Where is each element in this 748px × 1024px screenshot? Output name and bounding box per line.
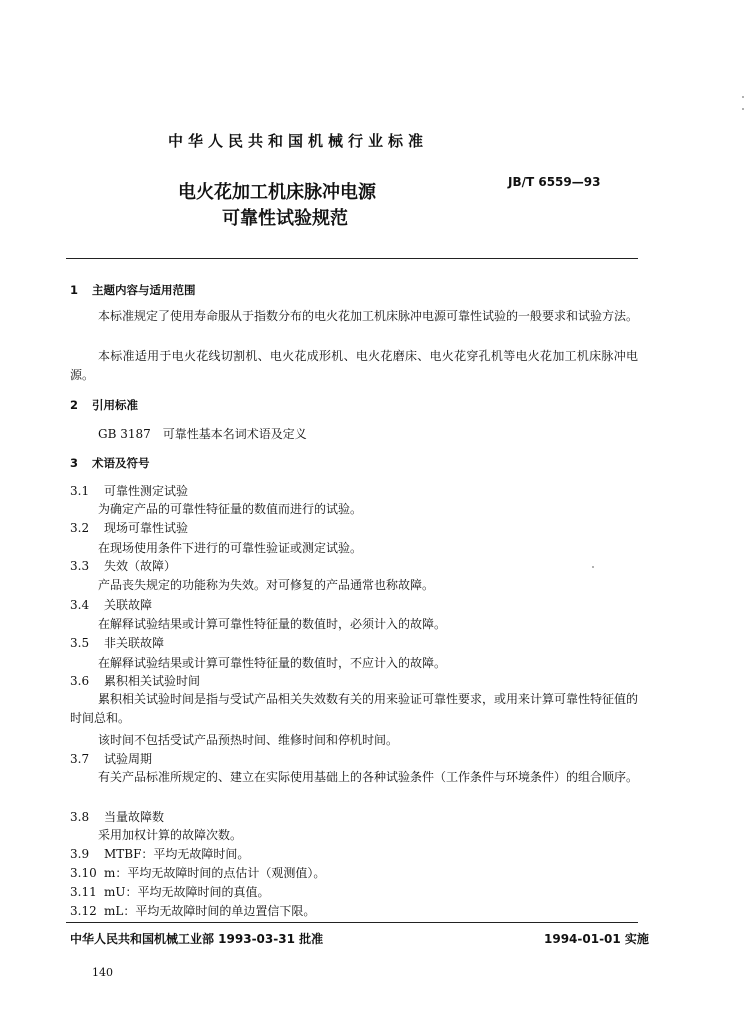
term-number: 3.12 — [70, 904, 97, 918]
term-number: 3.1 — [70, 484, 90, 498]
term-definition: 在解释试验结果或计算可靠性特征量的数值时，必须计入的故障。 — [98, 617, 447, 631]
section-1-paragraph-1: 本标准规定了使用寿命服从于指数分布的电火花加工机床脉冲电源可靠性试验的一般要求和试验方法。 — [98, 309, 639, 323]
section-2-heading — [70, 397, 138, 413]
term-definition-note: 该时间不包括受试产品预热时间、维修时间和停机时间。 — [98, 733, 399, 747]
term-name: 非关联故障 — [104, 636, 165, 650]
scan-speck — [742, 108, 744, 110]
term-definition: 在解释试验结果或计算可靠性特征量的数值时，不应计入的故障。 — [98, 656, 447, 670]
document-title-line1: 电火花加工机床脉冲电源 — [178, 182, 376, 203]
term-name: MTBF：平均无故障时间。 — [104, 847, 250, 861]
term-heading — [70, 883, 270, 900]
term-name: 试验周期 — [104, 752, 153, 766]
standard-number: JB/T 6559—93 — [508, 175, 601, 189]
section-1-heading — [70, 282, 196, 298]
effective-date: 1994-01-01 实施 — [544, 932, 649, 946]
term-name: 关联故障 — [104, 598, 153, 612]
term-heading — [70, 519, 188, 536]
section-1-paragraph-2: 本标准适用于电火花线切割机、电火花成形机、电火花磨床、电火花穿孔机等电火花加工机床脉冲电源。 — [70, 349, 638, 382]
term-definition: 为确定产品的可靠性特征量的数值而进行的试验。 — [98, 502, 363, 516]
term-name: 当量故障数 — [104, 810, 165, 824]
term-heading — [70, 902, 315, 919]
section-number: 3 — [70, 456, 79, 470]
section-3-heading — [70, 455, 150, 471]
term-name: 失效（故障） — [104, 559, 177, 573]
term-name: m：平均无故障时间的点估计（观测值）。 — [104, 866, 326, 880]
term-number: 3.7 — [70, 752, 90, 766]
section-title: 术语及符号 — [92, 456, 150, 470]
term-number: 3.11 — [70, 885, 97, 899]
term-name: 可靠性测定试验 — [104, 484, 189, 498]
term-number: 3.6 — [70, 674, 90, 688]
term-number: 3.8 — [70, 810, 90, 824]
top-rule — [66, 258, 638, 259]
term-number: 3.5 — [70, 636, 90, 650]
term-name: 现场可靠性试验 — [104, 521, 189, 535]
term-definition: 产品丧失规定的功能称为失效。对可修复的产品通常也称故障。 — [98, 578, 435, 592]
page-number: 140 — [92, 966, 113, 979]
section-number: 1 — [70, 283, 79, 297]
term-number: 3.3 — [70, 559, 90, 573]
term-heading — [70, 864, 325, 881]
term-heading — [70, 596, 152, 613]
approval-statement: 中华人民共和国机械工业部 1993-03-31 批准 — [70, 932, 324, 946]
term-name: 累积相关试验时间 — [104, 674, 201, 688]
bottom-rule — [66, 922, 638, 923]
term-heading — [70, 482, 188, 499]
term-name: mL：平均无故障时间的单边置信下限。 — [104, 904, 316, 918]
scan-speck — [742, 96, 744, 98]
term-heading — [70, 750, 152, 767]
term-name: mU：平均无故障时间的真值。 — [104, 885, 270, 899]
referenced-standard: GB 3187 可靠性基本名词术语及定义 — [98, 427, 307, 441]
term-number: 3.9 — [70, 847, 90, 861]
section-title: 引用标准 — [92, 398, 138, 412]
section-title: 主题内容与适用范围 — [92, 283, 196, 297]
term-definition: 在现场使用条件下进行的可靠性验证或测定试验。 — [98, 541, 363, 555]
term-heading — [70, 808, 164, 825]
document-title-line2: 可靠性试验规范 — [222, 208, 348, 229]
term-heading — [70, 557, 176, 574]
term-number: 3.4 — [70, 598, 90, 612]
term-heading — [70, 672, 200, 689]
term-number: 3.10 — [70, 866, 97, 880]
term-definition: 有关产品标准所规定的、建立在实际使用基础上的各种试验条件（工作条件与环境条件）的组合顺序。 — [98, 770, 639, 784]
term-heading — [70, 634, 164, 651]
term-number: 3.2 — [70, 521, 90, 535]
section-number: 2 — [70, 398, 79, 412]
scan-speck — [592, 566, 594, 568]
term-heading — [70, 845, 249, 862]
term-definition: 采用加权计算的故障次数。 — [98, 828, 243, 842]
term-definition: 累积相关试验时间是指与受试产品相关失效数有关的用来验证可靠性要求，或用来计算可靠性特征值的时间总和。 — [70, 692, 639, 725]
standard-category: 中华人民共和国机械行业标准 — [168, 132, 429, 150]
